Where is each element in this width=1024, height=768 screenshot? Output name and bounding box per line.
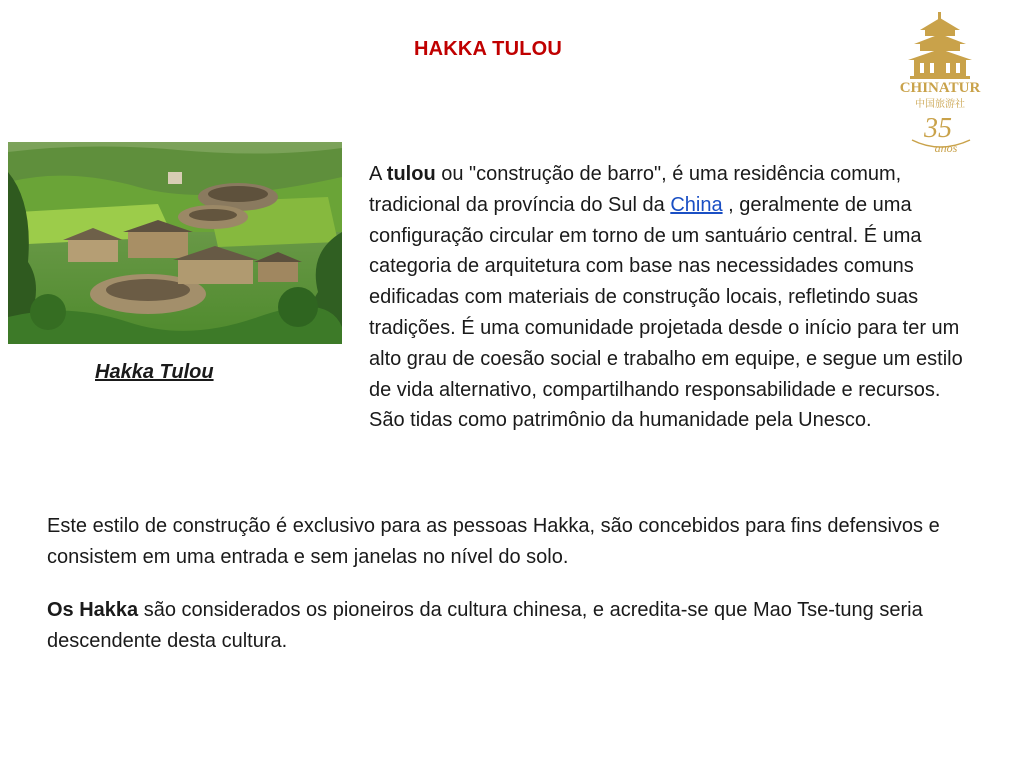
para1-bold-tulou: tulou: [386, 163, 436, 185]
hakka-pioneers-paragraph: [47, 595, 977, 657]
logo-chinese-text: 中国旅游社: [915, 99, 965, 110]
para1-text-2: ou "construção de barro", é uma residência comum, tradicional da província do Sul da: [369, 163, 902, 216]
para1-text-3: , geralmente de uma configuração circular em torno de um santuário central. É uma categoria de arquitetura com base nas necessidades comuns edificadas com materiais de construção locais, refletindo suas tradições. É uma comunidade projetada desde o início para ter um alto grau de coesão social e trabalho em equipe, e segue um estilo de vida alternativo, compartilhando responsabilidade e recursos. São tidas como patrimônio da humanidade pela Unesco.: [369, 193, 963, 432]
para3-bold-os-hakka: Os Hakka: [47, 599, 139, 621]
hakka-tulou-photo: [8, 142, 342, 344]
image-caption: Hakka Tulou: [95, 361, 214, 383]
pagoda-logo-icon: [890, 10, 990, 155]
construction-style-paragraph: Este estilo de construção é exclusivo para as pessoas Hakka, são concebidos para fins defensivos e consistem em uma entrada e sem janelas no nível do solo.: [47, 515, 940, 568]
logo-anniversary-word: anos: [934, 141, 958, 155]
chinatur-logo: [890, 10, 990, 155]
para1-text-1: A: [369, 163, 387, 185]
china-link[interactable]: China: [670, 193, 723, 216]
tulou-description: [369, 159, 979, 436]
logo-brand-text: CHINATUR: [899, 80, 981, 96]
slide-title: HAKKA TULOU: [413, 38, 563, 60]
logo-anniversary-number: 35: [924, 113, 952, 144]
para3-text: são considerados os pioneiros da cultura chinesa, e acredita-se que Mao Tse-tung seria descendente desta cultura.: [47, 599, 923, 652]
